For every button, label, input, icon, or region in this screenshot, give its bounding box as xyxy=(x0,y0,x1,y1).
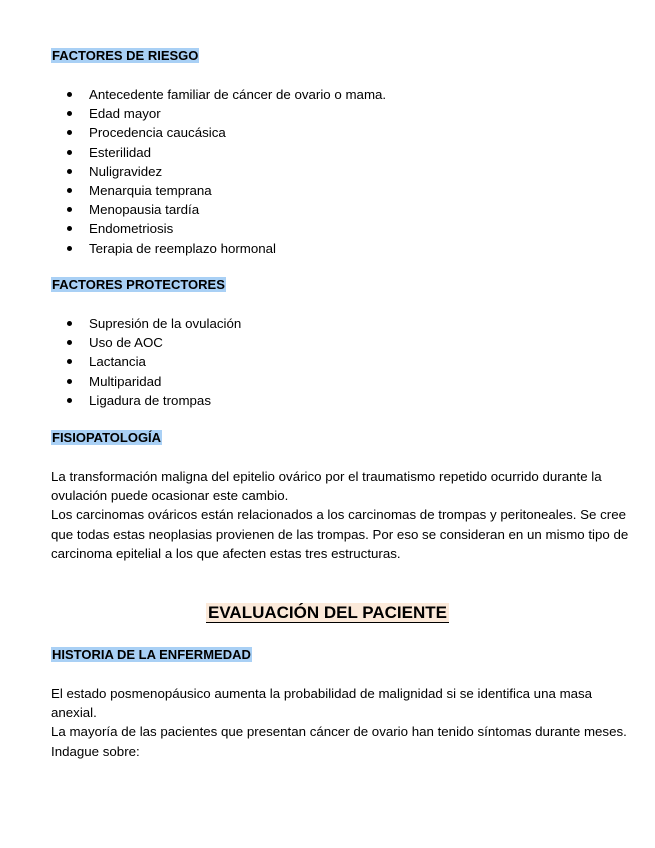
list-item: Terapia de reemplazo hormonal xyxy=(51,239,386,258)
risk-factors-heading: FACTORES DE RIESGO xyxy=(52,48,199,63)
paragraph: La mayoría de las pacientes que presentan cáncer de ovario han tenido síntomas durante meses. xyxy=(51,724,627,740)
list-item: Nuligravidez xyxy=(51,162,386,181)
list-item: Endometriosis xyxy=(51,219,386,238)
list-item: Lactancia xyxy=(51,352,241,371)
list-item: Procedencia caucásica xyxy=(51,123,386,142)
paragraph: Los carcinomas ováricos están relacionados a los carcinomas de trompas y peritoneales. Se cree que todas estas neoplasias provienen de las trompas. Por eso se consideran en un mismo tipo de carcinoma epitelial a los que afecten estas tres estructuras. xyxy=(51,507,629,561)
list-item: Uso de AOC xyxy=(51,333,241,352)
list-item: Multiparidad xyxy=(51,372,241,391)
protective-factors-heading: FACTORES PROTECTORES xyxy=(52,277,225,292)
paragraph: El estado posmenopáusico aumenta la probabilidad de malignidad si se identifica una masa anexial. xyxy=(51,686,593,721)
protective-factors-list xyxy=(51,314,241,410)
patient-evaluation-title: EVALUACIÓN DEL PACIENTE xyxy=(208,603,447,622)
list-item: Menarquia temprana xyxy=(51,181,386,200)
paragraph: Indague sobre: xyxy=(51,743,140,759)
disease-history-heading: HISTORIA DE LA ENFERMEDAD xyxy=(52,647,251,662)
list-item: Edad mayor xyxy=(51,104,386,123)
paragraph: La transformación maligna del epitelio ovárico por el traumatismo repetido ocurrido durante la ovulación puede ocasionar este cambio. xyxy=(51,469,602,504)
pathophysiology-text xyxy=(51,467,631,563)
list-item: Menopausia tardía xyxy=(51,200,386,219)
risk-factors-list xyxy=(51,85,386,258)
pathophysiology-heading: FISIOPATOLOGÍA xyxy=(52,430,162,445)
list-item: Supresión de la ovulación xyxy=(51,314,241,333)
list-item: Ligadura de trompas xyxy=(51,391,241,410)
disease-history-text xyxy=(51,684,631,761)
list-item: Esterilidad xyxy=(51,143,386,162)
list-item: Antecedente familiar de cáncer de ovario o mama. xyxy=(51,85,386,104)
